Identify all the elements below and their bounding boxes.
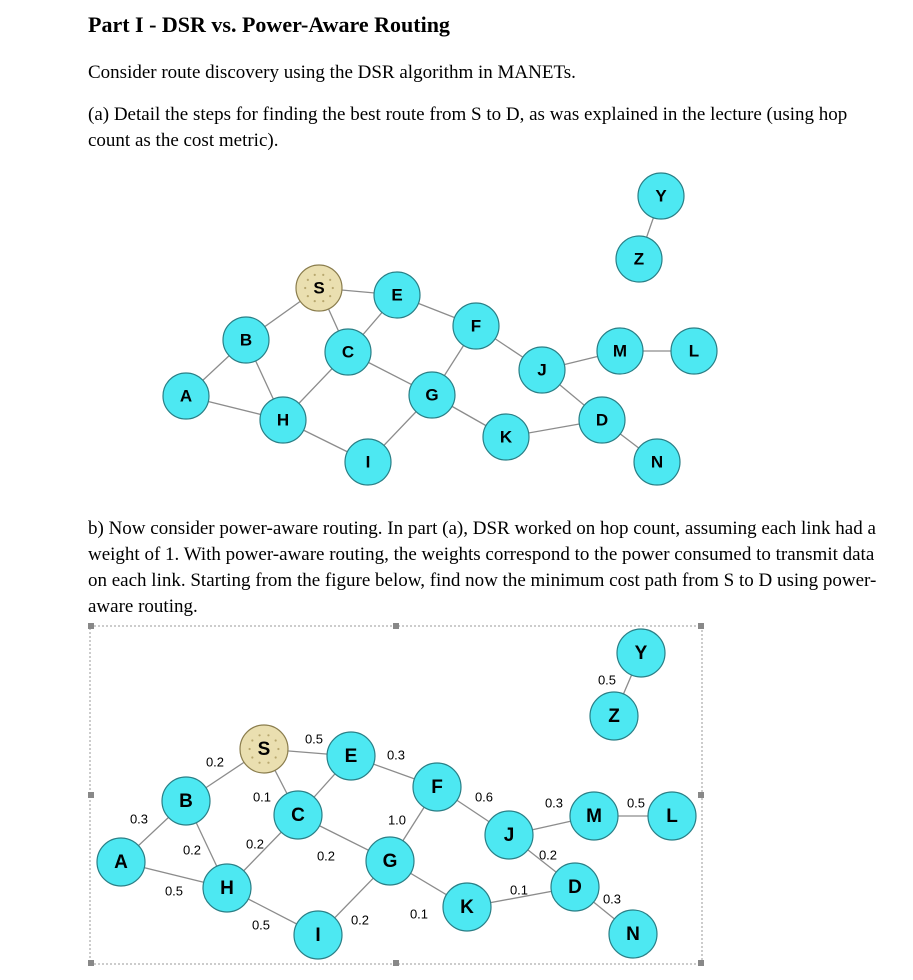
- fig2-node-label: B: [179, 791, 193, 813]
- fig2-node-label: K: [460, 897, 474, 919]
- fig2-node-label: M: [586, 806, 602, 828]
- fig2-node-j: [485, 811, 533, 859]
- fig2-node-z: [590, 692, 638, 740]
- fig1-node-label: I: [365, 452, 371, 472]
- fig2-edge-weight-b-h: 0.2: [182, 842, 202, 858]
- fig2-node-b: [162, 777, 210, 825]
- fig1-node-label: G: [425, 385, 439, 405]
- frame-handle: [88, 960, 94, 966]
- fig2-node-label: J: [503, 825, 515, 847]
- fig2-edge-weight-s-b: 0.2: [205, 754, 225, 770]
- fig2-node-e: [327, 732, 375, 780]
- fig2-node-f: [413, 763, 461, 811]
- fig1-node-label: Y: [655, 186, 667, 206]
- fig2-edge-weight-j-m: 0.3: [544, 795, 564, 811]
- frame-handle: [88, 792, 94, 798]
- fig2-edge-weight-i-g: 0.2: [350, 912, 370, 928]
- fig2-edge-weight-h-c: 0.2: [245, 836, 265, 852]
- fig2-source-texture-dot: [267, 762, 269, 764]
- fig2-edge-weight-a-h: 0.5: [164, 883, 184, 899]
- fig1-node-label: D: [595, 410, 609, 430]
- fig1-node-label: L: [688, 341, 700, 361]
- fig2-source-texture-dot: [267, 734, 269, 736]
- fig2-node-m: [570, 792, 618, 840]
- frame-handle: [698, 960, 704, 966]
- fig2-source-texture-dot: [258, 734, 260, 736]
- frame-handle: [88, 623, 94, 629]
- part-b-text: b) Now consider power-aware routing. In part (a), DSR worked on hop count, assuming each link had a weight of 1. With power-aware routing, the weights correspond to the power consumed to transmit data on each link. Starting from the figure below, find now the minimum cost path from S to D using power-aware routing.: [88, 518, 877, 617]
- fig2-edge-weight-e-f: 0.3: [386, 747, 406, 763]
- fig2-node-label: F: [431, 777, 443, 799]
- fig2-node-label: G: [382, 851, 398, 873]
- fig2-edge-weight-f-j: 0.6: [474, 789, 494, 805]
- fig2-edge-weight-g-k: 0.1: [409, 906, 429, 922]
- fig2-edge-weight-g-f: 1.0: [387, 812, 407, 828]
- fig1-node-label: S: [313, 278, 325, 298]
- fig2-source-texture-dot: [258, 762, 260, 764]
- intro-text: Consider route discovery using the DSR algorithm in MANETs.: [88, 62, 576, 83]
- fig1-node-label: M: [612, 341, 628, 361]
- fig2-source-texture-dot: [275, 756, 277, 758]
- fig2-node-label: Z: [608, 706, 620, 728]
- fig2-edge-weight-m-l: 0.5: [626, 795, 646, 811]
- fig2-node-label: D: [568, 877, 582, 899]
- fig2-node-i: [294, 911, 342, 959]
- fig2-node-s: [240, 725, 288, 773]
- fig2-node-label: Y: [634, 643, 648, 665]
- fig2-node-label: L: [666, 806, 678, 828]
- fig1-node-label: B: [239, 330, 253, 350]
- fig2-node-label: C: [291, 805, 305, 827]
- fig2-source-texture-dot: [249, 748, 251, 750]
- fig2-source-texture-dot: [275, 739, 277, 741]
- fig1-node-label: C: [341, 342, 355, 362]
- fig2-edge-weight-c-g: 0.2: [316, 848, 336, 864]
- fig1-node-label: Z: [633, 249, 645, 269]
- fig2-node-label: I: [315, 925, 321, 947]
- fig1-node-label: A: [179, 386, 193, 406]
- fig2-node-d: [551, 863, 599, 911]
- fig2-node-k: [443, 883, 491, 931]
- fig2-node-g: [366, 837, 414, 885]
- frame-handle: [698, 792, 704, 798]
- fig2-node-label: H: [220, 878, 234, 900]
- fig2-node-h: [203, 864, 251, 912]
- fig2-edge-weight-k-d: 0.1: [509, 882, 529, 898]
- fig1-node-label: N: [650, 452, 664, 472]
- fig1-node-label: H: [276, 410, 290, 430]
- fig2-node-y: [617, 629, 665, 677]
- fig2-node-n: [609, 910, 657, 958]
- fig2-edge-weight-d-n: 0.3: [602, 891, 622, 907]
- fig1-node-label: J: [537, 360, 547, 380]
- fig2-edge-weight-s-c: 0.1: [252, 789, 272, 805]
- frame-handle: [698, 623, 704, 629]
- fig2-edge-weight-z-y: 0.5: [597, 672, 617, 688]
- part-a-text: (a) Detail the steps for finding the best route from S to D, as was explained in the lecture (using hop count as the cost metric).: [88, 104, 848, 151]
- fig2-edge-weight-h-i: 0.5: [251, 917, 271, 933]
- fig2-node-c: [274, 791, 322, 839]
- fig1-node-label: F: [470, 316, 482, 336]
- fig2-node-label: A: [114, 852, 128, 874]
- fig2-node-l: [648, 792, 696, 840]
- fig2-node-label: S: [257, 739, 271, 761]
- fig2-edge-weight-b-a: 0.3: [129, 811, 149, 827]
- fig2-node-label: N: [626, 924, 640, 946]
- frame-handle: [393, 960, 399, 966]
- fig2-source-texture-dot: [277, 748, 279, 750]
- fig1-node-label: E: [391, 285, 403, 305]
- fig2-edge-weight-s-e: 0.5: [304, 731, 324, 747]
- frame-handle: [393, 623, 399, 629]
- fig2-edge-weight-j-d: 0.2: [538, 847, 558, 863]
- page-title: Part I - DSR vs. Power-Aware Routing: [88, 12, 450, 37]
- fig2-source-texture-dot: [251, 739, 253, 741]
- fig1-node-label: K: [499, 427, 513, 447]
- fig2-node-a: [97, 838, 145, 886]
- fig2-source-texture-dot: [251, 756, 253, 758]
- fig2-node-label: E: [344, 746, 358, 768]
